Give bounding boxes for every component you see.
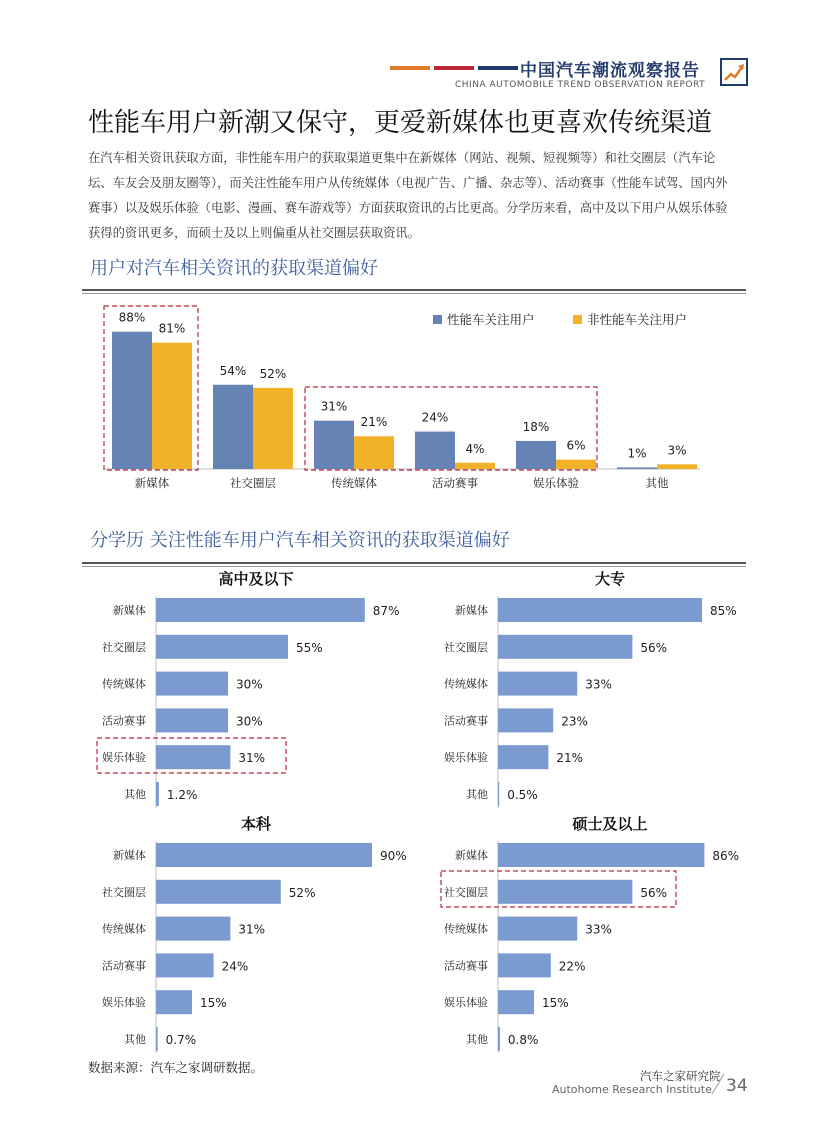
hbar-3-4 [156,990,192,1014]
data-label: 21% [360,415,388,430]
intro-paragraph: 在汽车相关资讯获取方面，非性能车用户的获取渠道更集中在新媒体（网站、视频、短视频等）和社交圈层（汽车论坛、车友会及朋友圈等），而关注性能车用户从传统媒体（电视广告、广播、杂志等）、活动赛事（性能车试驾、国内外赛事）以及娱乐体验（电影、漫画、赛车游戏等）方面获取资讯的占比更高。分学历来看，高中及以下用户从娱乐体验获得的资讯更多，而硕士及以上则偏重从社交圈层获取资讯。 [88,151,728,240]
page-number: 34 [726,1076,748,1096]
data-label: 0.8% [507,1033,539,1047]
data-label: 31% [320,399,348,414]
bar-performance-4 [516,441,556,469]
category-label: 社交圈层 [102,885,146,899]
section2-title: 分学历 关注性能车用户汽车相关资讯的获取渠道偏好 [90,530,510,551]
category-label: 传统媒体 [102,677,146,691]
category-label: 活动赛事 [102,714,146,728]
data-label: 0.7% [165,1033,197,1047]
hbar-2-3 [498,708,553,732]
panel-title: 硕士及以上 [572,815,648,833]
category-label: 其他 [124,788,146,801]
data-label: 15% [542,996,569,1011]
data-label: 85% [710,604,737,618]
data-label: 23% [561,714,588,729]
data-label: 54% [219,363,247,378]
category-label: 其他 [466,788,488,801]
hbar-2-1 [498,635,632,659]
category-label: 社交圈层 [444,640,488,654]
data-label: 6% [566,438,586,453]
bar-non-performance-3 [455,463,495,469]
hbar-4-3 [498,953,551,977]
category-label: 活动赛事 [102,959,146,973]
hbar-3-5 [156,1027,158,1051]
panel-title: 大专 [594,570,626,588]
data-label: 24% [421,410,449,425]
bar-performance-0 [112,332,152,469]
hbar-2-4 [498,745,548,769]
data-label: 81% [158,321,186,336]
category-label: 新媒体 [455,604,488,617]
data-source: 数据来源：汽车之家调研数据。 [88,1060,264,1075]
bar-non-performance-0 [152,343,192,469]
category-label: 传统媒体 [331,476,377,490]
category-label: 新媒体 [113,849,146,862]
bar-performance-3 [415,432,455,469]
data-label: 31% [238,751,266,766]
hbar-4-0 [498,843,704,867]
hbar-3-1 [156,880,281,904]
page-title: 性能车用户新潮又保守，更爱新媒体也更喜欢传统渠道 [88,108,713,138]
hbar-4-2 [498,917,577,941]
data-label: 30% [236,714,263,729]
hbar-1-0 [156,598,365,622]
category-label: 社交圈层 [444,885,488,899]
data-label: 30% [236,677,263,692]
category-label: 娱乐体验 [444,751,488,765]
category-label: 新媒体 [113,604,146,617]
data-label: 88% [118,310,146,325]
bar-non-performance-5 [657,464,697,469]
hbar-1-3 [156,708,228,732]
section1-title: 用户对汽车相关资讯的获取渠道偏好 [90,258,378,279]
data-label: 18% [522,419,550,434]
data-label: 86% [712,849,740,863]
footer-slash-icon [710,1070,726,1096]
category-label: 活动赛事 [432,476,478,490]
category-label: 娱乐体验 [102,751,146,765]
legend-label: 性能车关注用户 [447,312,535,327]
category-label: 传统媒体 [444,922,488,936]
category-label: 娱乐体验 [533,476,579,490]
report-subtitle: CHINA AUTOMOBILE TREND OBSERVATION REPORT [455,80,706,90]
category-label: 娱乐体验 [102,996,146,1010]
legend-swatch-0 [433,315,442,324]
hbar-3-3 [156,953,214,977]
data-label: 1.2% [166,788,198,802]
data-label: 31% [238,922,266,937]
panel-title: 本科 [240,815,272,833]
data-label: 52% [259,366,287,381]
data-label: 56% [640,640,668,655]
data-label: 1% [627,446,647,461]
category-label: 其他 [124,1033,146,1046]
category-label: 其他 [466,1033,488,1046]
category-label: 娱乐体验 [444,996,488,1010]
data-label: 90% [380,849,407,863]
category-label: 传统媒体 [444,677,488,691]
data-label: 33% [585,677,612,692]
education-preference-charts [0,560,826,1060]
bar-performance-2 [314,421,354,469]
data-label: 21% [556,751,584,766]
hbar-4-5 [498,1027,500,1051]
hbar-3-0 [156,843,372,867]
hbar-2-5 [498,782,499,806]
data-label: 22% [558,959,586,974]
category-label: 活动赛事 [444,959,488,973]
data-label: 52% [288,885,316,900]
hbar-1-2 [156,672,228,696]
data-label: 55% [296,640,323,655]
bar-non-performance-2 [354,436,394,469]
data-label: 87% [372,604,400,618]
category-label: 新媒体 [134,476,170,490]
data-label: 3% [667,443,687,458]
data-label: 0.5% [507,788,538,802]
bar-non-performance-4 [556,460,596,469]
hbar-1-4 [156,745,230,769]
panel-title: 高中及以下 [218,570,294,588]
report-title: 中国汽车潮流观察报告 [520,61,700,81]
hbar-2-2 [498,672,577,696]
data-label: 24% [221,959,249,974]
data-label: 56% [640,885,668,900]
legend-swatch-1 [573,315,582,324]
category-label: 新媒体 [455,849,488,862]
channel-preference-chart [0,0,826,520]
category-label: 传统媒体 [102,922,146,936]
bar-non-performance-1 [253,388,293,469]
hbar-4-4 [498,990,534,1014]
footer-org-en: Autohome Research Institute [552,1083,712,1096]
bar-performance-1 [213,385,253,469]
footer-org-cn: 汽车之家研究院 [640,1069,721,1083]
data-label: 4% [465,441,485,456]
data-label: 33% [585,922,612,937]
hbar-1-5 [156,782,159,806]
category-label: 社交圈层 [102,640,146,654]
category-label: 活动赛事 [444,714,488,728]
hbar-3-2 [156,917,230,941]
category-label: 社交圈层 [230,476,276,490]
category-label: 其他 [645,476,669,490]
hbar-4-1 [498,880,632,904]
hbar-2-0 [498,598,702,622]
legend-label: 非性能车关注用户 [587,312,688,327]
bar-performance-5 [617,467,657,469]
hbar-1-1 [156,635,288,659]
data-label: 15% [200,996,227,1011]
